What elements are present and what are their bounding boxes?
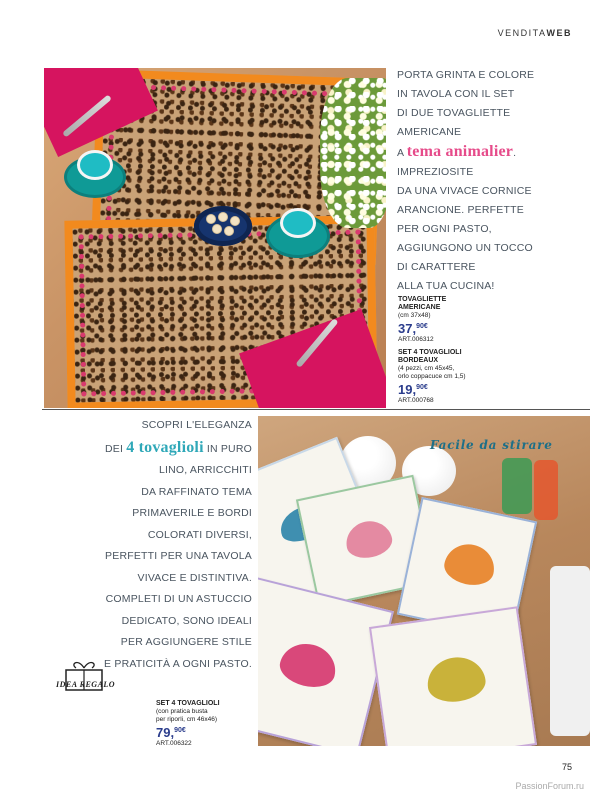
orange-glass	[534, 460, 558, 520]
price: 37,$^{90€}$	[398, 321, 428, 336]
article-code: ART.006312	[398, 336, 434, 343]
green-glass	[502, 458, 532, 514]
article-code: ART.006322	[156, 740, 192, 747]
highlight-text: 4 tovaglioli	[126, 438, 204, 456]
teal-cup	[77, 150, 113, 180]
plate	[550, 566, 590, 736]
price: 79,$^{90€}$	[156, 725, 186, 740]
product-napkins-set: SET 4 TOVAGLIOLI (con pratica busta per riporli, cm 46x46) 79,$^{90€}$ ART.006322	[156, 700, 220, 747]
gift-label: IDEA REGALO	[56, 680, 116, 689]
article-code: ART.000768	[398, 397, 434, 404]
teal-cup	[280, 208, 316, 238]
flower-bouquet	[320, 78, 386, 228]
watermark: PassionForum.ru	[515, 781, 584, 791]
highlight-text: tema animalier	[406, 143, 514, 160]
product-placemats: TOVAGLIETTE AMERICANE (cm 37x48) 37,$^{90€}$ ART.006312	[398, 296, 447, 343]
price: 19,$^{90€}$	[398, 382, 428, 397]
fish-napkin	[369, 606, 537, 746]
section-divider	[42, 409, 590, 410]
magazine-brand: VENDITAWEB	[497, 28, 572, 38]
napkins-description: SCOPRI L'ELEGANZA DEI 4 tovaglioli IN PURO LINO, ARRICCHITI DA RAFFINATO TEMA PRIMAVERILE E BORDI COLORATI DIVERSI, PERFETTI PER UNA TAVOLA VIVACE E DISTINTIVA. COMPLETI DI UN ASTUCCIO DEDICATO, SONO IDEALI PER AGGIUNGERE STILE E PRATICITÀ A OGNI PASTO.	[104, 419, 252, 670]
gift-icon	[60, 652, 108, 698]
product-napkins-bordeaux: SET 4 TOVAGLIOLI BORDEAUX (4 pezzi, cm 45x45, orlo coppacuce cm 1,5) 19,$^{90€}$ ART.000768	[398, 349, 466, 404]
easy-iron-stamp: Facile da stirare	[430, 438, 553, 452]
page-number: 75	[561, 762, 572, 772]
placemats-description: PORTA GRINTA E COLORE IN TAVOLA CON IL SET DI DUE TOVAGLIETTE AMERICANE A tema animalier. IMPREZIOSITE DA UNA VIVACE CORNICE ARANCIONE. PERFETTE PER OGNI PASTO, AGGIUNGONO UN TOCCO DI CARATTERE ALLA TUA CUCINA!	[397, 69, 535, 292]
placemats-photo	[44, 68, 386, 408]
napkins-photo	[258, 416, 590, 746]
cookie-bowl	[194, 206, 252, 246]
